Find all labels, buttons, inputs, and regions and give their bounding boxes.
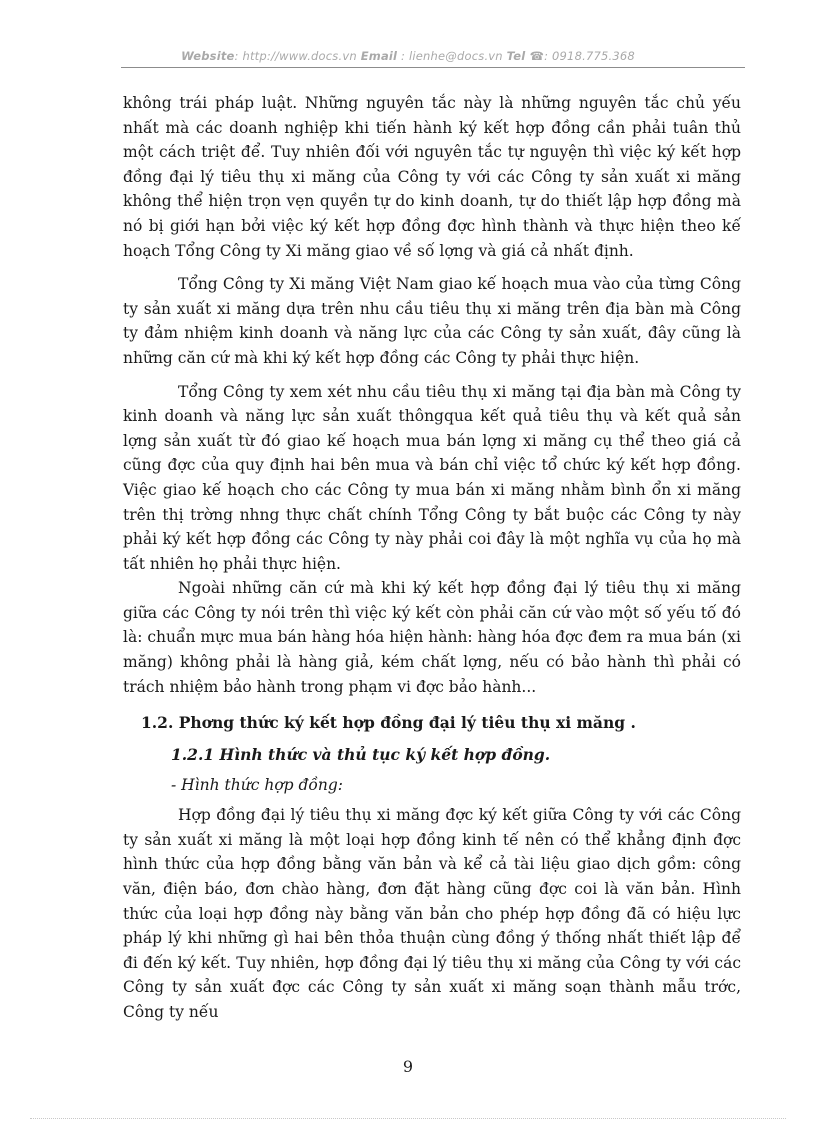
page-header (0, 49, 816, 63)
header-divider (121, 67, 745, 68)
paragraph-5: Hợp đồng đại lý tiêu thụ xi măng đợc ký kết giữa Công ty với các Công ty sản xuất xi măng là một loại hợp đồng kinh tế nên có thể khẳng định đợc hình thức của hợp đồng bằng văn bản và kể cả tài liệu giao dịch gồm: công văn, điện báo, đơn chào hàng, đơn đặt hàng cũng đợc coi là văn bản. Hình thức của loại hợp đồng này bằng văn bản cho phép hợp đồng đã có hiệu lực pháp lý khi những gì hai bên thỏa thuận cùng đồng ý thống nhất thiết lập để đi đến ký kết. Tuy nhiên, hợp đồng đại lý tiêu thụ xi măng của Công ty với các Công ty sản xuất đợc các Công ty sản xuất xi măng soạn thành mẫu trớc, Công ty nếu (123, 806, 741, 1021)
section-heading: 1.2. Phơng thức ký kết hợp đồng đại lý tiêu thụ xi măng . (141, 713, 636, 733)
paragraph-3: Tổng Công ty xem xét nhu cầu tiêu thụ xi măng tại địa bàn mà Công ty kinh doanh và năng lực sản xuất thôngqua kết quả tiêu thụ và kết quả sản lợng sản xuất từ đó giao kế hoạch mua bán lợng xi măng cụ thể theo giá cả cũng đợc của quy định hai bên mua và bán chỉ việc tổ chức ký kết hợp đồng. Việc giao kế hoạch cho các Công ty mua bán xi măng nhằm bình ổn xi măng trên thị trờng nhng thực chất chính Tổng Công ty bắt buộc các Công ty này phải ký kết hợp đồng các Công ty này phải coi đây là một nghĩa vụ của họ mà tất nhiên họ phải thực hiện. (123, 382, 741, 573)
paragraph-1: không trái pháp luật. Những nguyên tắc này là những nguyên tắc chủ yếu nhất mà các doanh nghiệp khi tiến hành ký kết hợp đồng cần phải tuân thủ một cách triệt để. Tuy nhiên đối với nguyên tắc tự nguyện thì việc ký kết hợp đồng đại lý tiêu thụ xi măng của Công ty với các Công ty sản xuất xi măng không thể hiện trọn vẹn quyền tự do kinh doanh, tự do thiết lập hợp đồng mà nó bị giới hạn bởi việc ký kết hợp đồng đợc hình thành và thực hiện theo kế hoạch Tổng Công ty Xi măng giao về số lợng và giá cả nhất định. (123, 94, 741, 260)
website-label: Website (181, 49, 235, 63)
paragraph-2: Tổng Công ty Xi măng Việt Nam giao kế hoạch mua vào của từng Công ty sản xuất xi măng dựa trên nhu cầu tiêu thụ xi măng trên địa bàn mà Công ty đảm nhiệm kinh doanh và năng lực của các Công ty sản xuất, đây cũng là những căn cứ mà khi ký kết hợp đồng các Công ty phải thực hiện. (123, 275, 741, 367)
paragraph-4: Ngoài những căn cứ mà khi ký kết hợp đồng đại lý tiêu thụ xi măng giữa các Công ty nói trên thì việc ký kết còn phải căn cứ vào một số yếu tố đó là: chuẩn mực mua bán hàng hóa hiện hành: hàng hóa đợc đem ra mua bán (xi măng) không phải là hàng giả, kém chất lợng, nếu có bảo hành thì phải có trách nhiệm bảo hành trong phạm vi đợc bảo hành... (123, 579, 741, 696)
email-link[interactable]: : lienhe@docs.vn (397, 49, 507, 63)
footer-divider (30, 1118, 786, 1119)
form-heading: - Hình thức hợp đồng: (171, 776, 344, 795)
document-body (123, 91, 741, 1025)
tel-number: : 0918.775.368 (544, 49, 635, 63)
page-number: 9 (402, 1057, 414, 1076)
tel-label: Tel ☎ (506, 49, 545, 63)
email-label: Email (360, 49, 398, 63)
subsection-heading: 1.2.1 Hình thức và thủ tục ký kết hợp đồng. (171, 745, 551, 765)
website-link[interactable]: : http://www.docs.vn (234, 49, 361, 63)
